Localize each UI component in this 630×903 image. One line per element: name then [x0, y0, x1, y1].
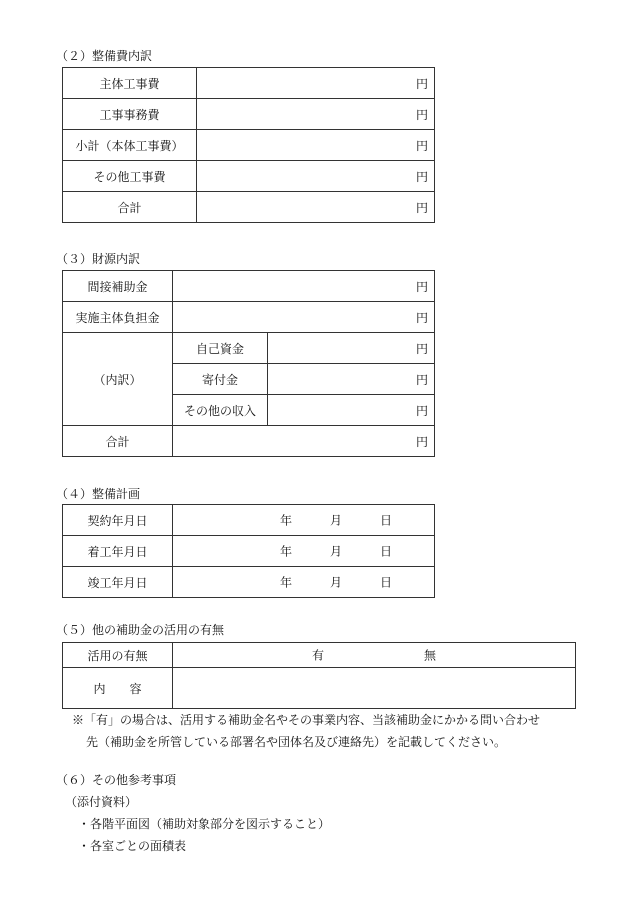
cell-label: その他工事費 [63, 161, 197, 192]
amount-field[interactable]: 円 [173, 302, 435, 333]
table-row [63, 68, 435, 99]
cell-label: 契約年月日 [63, 505, 173, 536]
cell-label: 工事事務費 [63, 99, 197, 130]
amount-field[interactable]: 円 [268, 333, 435, 364]
amount-field[interactable]: 円 [268, 364, 435, 395]
cell-label: 合計 [63, 426, 173, 457]
amount-field[interactable]: 円 [197, 130, 435, 161]
table-row [63, 192, 435, 223]
amount-field[interactable]: 円 [268, 395, 435, 426]
cell-label: 活用の有無 [63, 643, 173, 668]
section-3-heading: （３）財源内訳 [56, 252, 141, 266]
cell-label: 小計（本体工事費） [63, 130, 197, 161]
cell-label: 竣工年月日 [63, 567, 173, 598]
month-unit: 月 [330, 575, 343, 590]
table-row [63, 643, 576, 668]
date-field[interactable] [173, 536, 435, 567]
content-field[interactable] [173, 668, 576, 709]
table-row [63, 99, 435, 130]
cell-label: 主体工事費 [63, 68, 197, 99]
table-row [63, 668, 576, 709]
note-line-1: ※「有」の場合は、活用する補助金名やその事業内容、当該補助金にかかる問い合わせ [72, 713, 541, 727]
cell-label: 寄付金 [173, 364, 268, 395]
cell-label: 間接補助金 [63, 271, 173, 302]
year-unit: 年 [280, 544, 293, 559]
other-subsidy-table [62, 642, 576, 709]
list-item: ・各階平面図（補助対象部分を図示すること） [78, 817, 331, 831]
amount-field[interactable]: 円 [173, 271, 435, 302]
option-no[interactable]: 無 [424, 648, 437, 663]
table-row [63, 161, 435, 192]
cell-label: その他の収入 [173, 395, 268, 426]
amount-field[interactable]: 円 [197, 99, 435, 130]
year-unit: 年 [280, 575, 293, 590]
cell-label: 実施主体負担金 [63, 302, 173, 333]
day-unit: 日 [380, 513, 393, 528]
schedule-table [62, 504, 435, 598]
table-row [63, 333, 435, 364]
list-item: ・各室ごとの面積表 [78, 839, 187, 853]
day-unit: 日 [380, 544, 393, 559]
funding-source-table [62, 270, 435, 457]
table-row [63, 130, 435, 161]
cell-label: 着工年月日 [63, 536, 173, 567]
amount-field[interactable]: 円 [173, 426, 435, 457]
section-4-heading: （４）整備計画 [56, 487, 141, 501]
table-row [63, 567, 435, 598]
amount-field[interactable]: 円 [197, 161, 435, 192]
attachment-label: （添付資料） [65, 795, 138, 809]
month-unit: 月 [330, 513, 343, 528]
breakdown-label: （内訳） [63, 333, 173, 426]
day-unit: 日 [380, 575, 393, 590]
amount-field[interactable]: 円 [197, 68, 435, 99]
date-field[interactable] [173, 505, 435, 536]
table-row [63, 302, 435, 333]
section-2-heading: （２）整備費内訳 [56, 49, 153, 63]
table-row [63, 505, 435, 536]
year-unit: 年 [280, 513, 293, 528]
option-yes[interactable]: 有 [312, 648, 325, 663]
table-row [63, 426, 435, 457]
amount-field[interactable]: 円 [197, 192, 435, 223]
maintenance-cost-table [62, 67, 435, 223]
usage-choice[interactable] [173, 643, 576, 668]
month-unit: 月 [330, 544, 343, 559]
date-field[interactable] [173, 567, 435, 598]
cell-label: 内 容 [63, 668, 173, 709]
cell-label: 合計 [63, 192, 197, 223]
cell-label: 自己資金 [173, 333, 268, 364]
section-5-heading: （５）他の補助金の活用の有無 [56, 623, 225, 637]
note-line-2: 先（補助金を所管している部署名や団体名及び連絡先）を記載してください。 [86, 735, 507, 749]
section-6-heading: （６）その他参考事項 [56, 773, 177, 787]
table-row [63, 271, 435, 302]
table-row [63, 536, 435, 567]
